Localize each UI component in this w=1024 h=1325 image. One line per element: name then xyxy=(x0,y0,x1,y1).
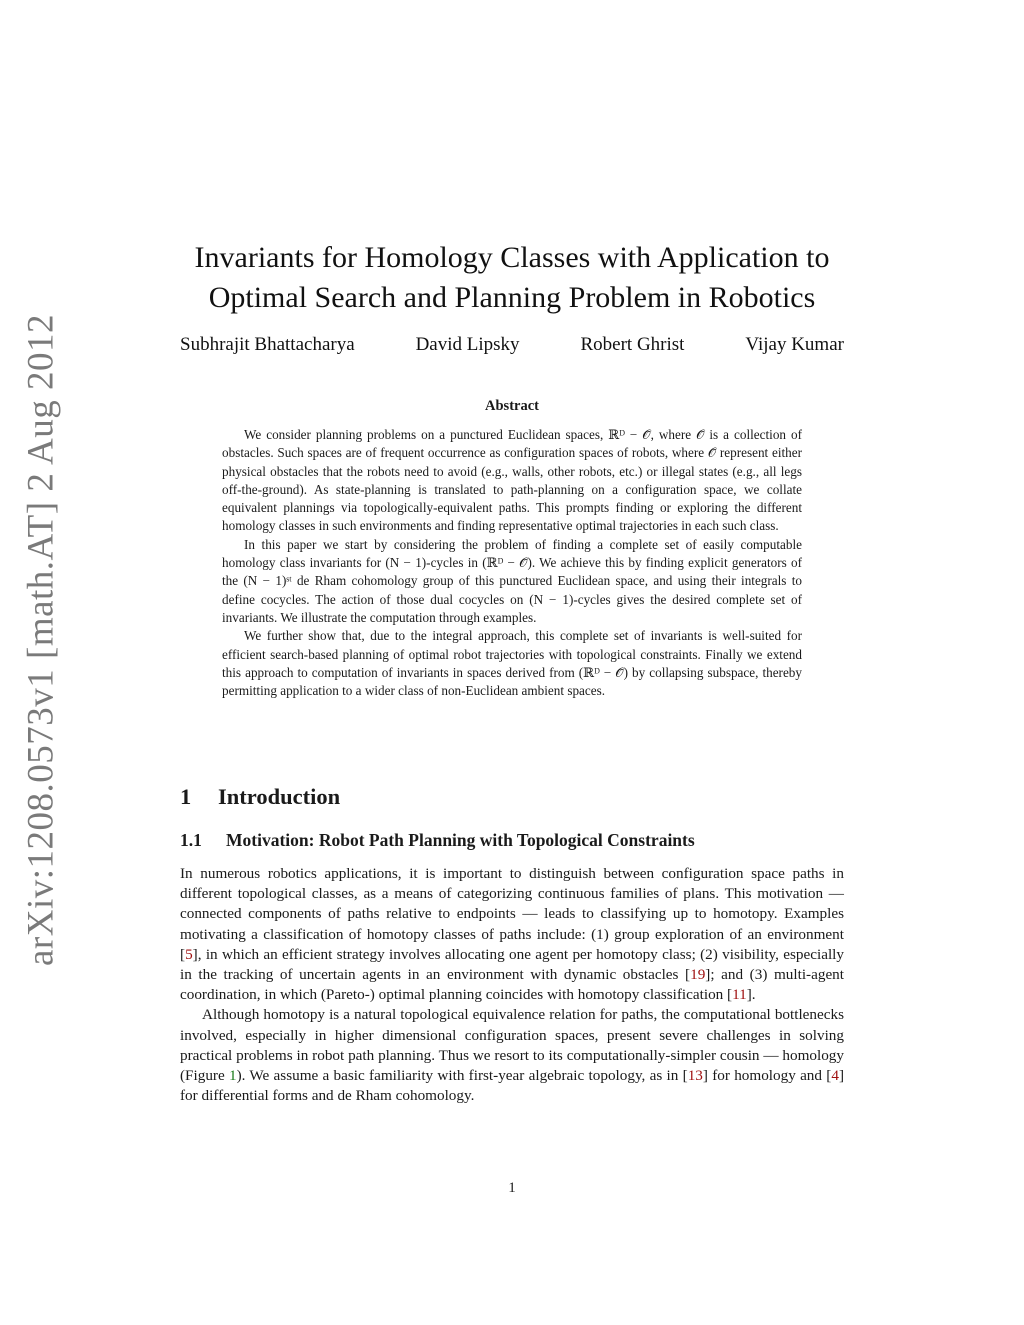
body-text: Although homotopy is a natural topological equivalence relation for paths, the computational bottlenecks involved, especially in higher dimensional configuration spaces, present severe challenges in solving practical problems in robot path planning. Thus we resort to its computationally-simpler cousin — homology (Figure xyxy=(180,1006,844,1085)
section-number: 1 xyxy=(180,784,192,809)
abstract-body xyxy=(222,426,802,700)
citation-link[interactable]: 19 xyxy=(690,966,706,984)
body-paragraph xyxy=(180,864,844,1005)
subsection-heading xyxy=(180,830,695,851)
author-name: Vijay Kumar xyxy=(745,334,844,355)
citation-link[interactable]: 13 xyxy=(687,1067,703,1085)
subsection-title: Motivation: Robot Path Planning with Topological Constraints xyxy=(226,830,695,850)
intro-body xyxy=(180,864,844,1106)
body-paragraph xyxy=(180,1005,844,1106)
abstract-paragraph: We further show that, due to the integral approach, this complete set of invariants is well-suited for efficient search-based planning of optimal robot trajectories with topological constraints. Finally we extend this approach to computation of invariants in spaces derived from (ℝᴰ − 𝒪̃) by collapsing subspace, thereby permitting application to a wider class of non-Euclidean ambient spaces. xyxy=(222,628,802,699)
citation-link[interactable]: 11 xyxy=(732,986,747,1004)
author-list xyxy=(180,334,844,356)
figure-link[interactable]: 1 xyxy=(228,1067,237,1085)
body-text: ], in which an efficient strategy involves allocating one agent per homotopy class; (2) visibility, especially in the tracking of uncertain agents in an environment with dynamic obstacles [ xyxy=(180,945,844,984)
section-title: Introduction xyxy=(218,784,341,809)
body-text: ] for differential forms and de Rham cohomology. xyxy=(180,1067,844,1105)
title-line-2: Optimal Search and Planning Problem in Robotics xyxy=(208,281,816,314)
body-text: ]. xyxy=(746,986,756,1004)
title-line-1: Invariants for Homology Classes with Application to xyxy=(194,241,830,274)
body-text: ). We assume a basic familiarity with first-year algebraic topology, as in [ xyxy=(236,1067,688,1085)
section-heading xyxy=(180,784,340,810)
author-name: David Lipsky xyxy=(415,334,520,355)
citation-link[interactable]: 5 xyxy=(185,945,193,963)
body-text: In numerous robotics applications, it is important to distinguish between configuration space paths in different topological classes, as a means of categorizing continuous families of plans. This motivation — connected components of paths relative to endpoints — leads to classifying up to homotopy. Examples motivating a classification of homotopy classes of paths include: (1) group exploration of an environment [ xyxy=(180,865,844,963)
page-number: 1 xyxy=(508,1180,516,1196)
abstract-paragraph: We consider planning problems on a punctured Euclidean spaces, ℝᴰ − 𝒪̃, where 𝒪̃ is a collection of obstacles. Such spaces are of frequent occurrence as configuration spaces of robots, where 𝒪̃ represent either physical obstacles that the robots need to avoid (e.g., walls, other robots, etc.) or illegal states (e.g., all legs off-the-ground). As state-planning is translated to path-planning on a configuration space, we collate equivalent plannings via topologically-equivalent paths. This prompts finding or exploring the different homology classes in such environments and finding representative optimal trajectories in each such class. xyxy=(222,427,802,534)
arxiv-identifier[interactable]: arXiv:1208.0573v1 [math.AT] 2 Aug 2012 xyxy=(20,313,62,967)
abstract-heading: Abstract xyxy=(485,398,539,414)
subsection-number: 1.1 xyxy=(180,830,202,850)
abstract-paragraph: In this paper we start by considering the problem of finding a complete set of easily computable homology class invariants for (N − 1)-cycles in (ℝᴰ − 𝒪̃). We achieve this by finding explicit generators of the (N − 1)ˢᵗ de Rham cohomology group of this punctured Euclidean space, and using their integrals to define cocycles. The action of those dual cocycles on (N − 1)-cycles gives the desired complete set of invariants. We illustrate the computation through examples. xyxy=(222,536,802,625)
citation-link[interactable]: 4 xyxy=(831,1067,839,1085)
body-text: ]; and (3) multi-agent coordination, in which (Pareto-) optimal planning coincides with homotopy classification [ xyxy=(180,966,844,1004)
body-text: ] for homology and [ xyxy=(702,1067,832,1085)
paper-title xyxy=(150,238,874,318)
author-name: Robert Ghrist xyxy=(580,334,685,355)
author-name: Subhrajit Bhattacharya xyxy=(180,334,355,355)
